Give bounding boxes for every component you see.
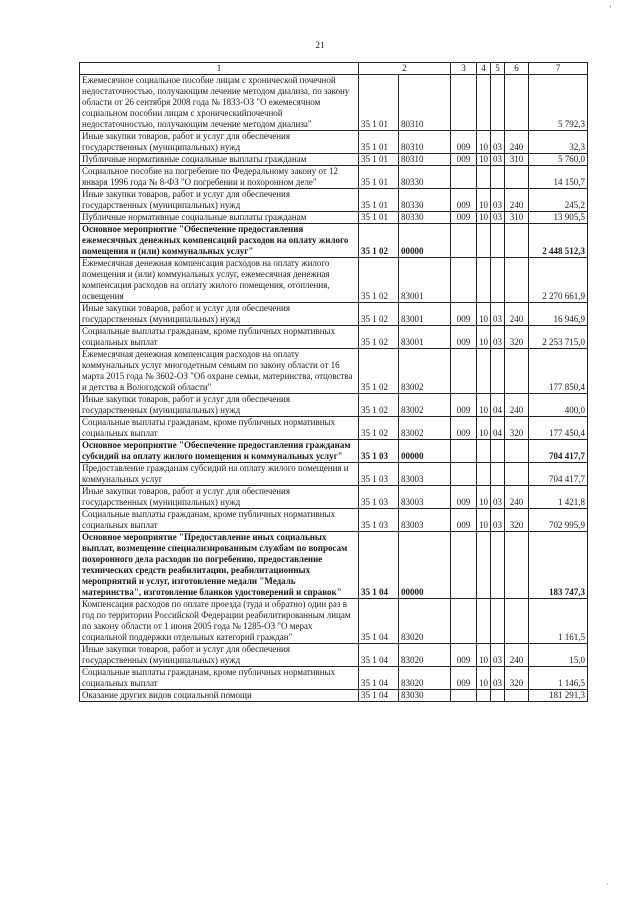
cell-amount: 5 792,3 [529, 75, 588, 131]
cell-amount: 2 253 715,0 [529, 326, 588, 349]
cell-sub: 83002 [399, 417, 451, 440]
cell-name: Основное мероприятие "Предоставление иных социальных выплат, возмещение специализированным службам по вопросам похоронного дела расходов по погребению, предоставление технических средств реабилитации, реабилитационных мероприятий и услуг, изготовление медали "Медаль материнства", изготовление бланков удостоверений и справок" [80, 532, 359, 599]
cell-c5: 03 [491, 326, 505, 349]
cell-amount: 1 146,5 [529, 667, 588, 690]
cell-c5 [491, 440, 505, 463]
cell-amount: 183 747,3 [529, 532, 588, 599]
cell-name: Ежемесячная денежная компенсация расходов на оплату коммунальных услуг многодетным семьям по закону области от 16 марта 2015 года № 3602-ОЗ "Об охране семьи, материнства, отцовства и детства в Вологодской области" [80, 349, 359, 394]
table-row [80, 189, 588, 212]
cell-sub: 80310 [399, 154, 451, 166]
scan-mark: ʼ [609, 4, 612, 13]
cell-c4: 10 [477, 667, 491, 690]
table-row [80, 690, 588, 702]
cell-code: 35 1 02 [359, 303, 399, 326]
header-cell: 7 [529, 63, 588, 75]
cell-sub: 83002 [399, 349, 451, 394]
cell-name: Компенсация расходов по оплате проезда (туда и обратно) один раз в год по территории Российской Федерации реабилитированным лицам по закону области от 1 июня 2005 года № 1285-ОЗ "О мерах социальной поддержки отдельных категорий граждан" [80, 599, 359, 644]
cell-amount: 13 905,5 [529, 212, 588, 224]
cell-c3 [451, 599, 477, 644]
cell-c4: 10 [477, 189, 491, 212]
cell-c6: 240 [505, 486, 529, 509]
cell-c3: 009 [451, 417, 477, 440]
cell-c4: 10 [477, 486, 491, 509]
cell-c3 [451, 463, 477, 486]
cell-amount: 704 417,7 [529, 463, 588, 486]
cell-c5: 03 [491, 131, 505, 154]
cell-c5 [491, 258, 505, 303]
cell-amount: 1 421,8 [529, 486, 588, 509]
table-row [80, 258, 588, 303]
table-row [80, 667, 588, 690]
cell-amount: 16 946,9 [529, 303, 588, 326]
cell-c3 [451, 532, 477, 599]
cell-sub: 80330 [399, 212, 451, 224]
header-cell: 2 [359, 63, 451, 75]
cell-c4: 10 [477, 417, 491, 440]
cell-c6: 240 [505, 644, 529, 667]
cell-name: Иные закупки товаров, работ и услуг для обеспечения государственных (муниципальных) нужд [80, 189, 359, 212]
cell-c5 [491, 349, 505, 394]
cell-c5: 03 [491, 667, 505, 690]
cell-code: 35 1 01 [359, 131, 399, 154]
cell-c6: 320 [505, 417, 529, 440]
cell-code: 35 1 02 [359, 394, 399, 417]
cell-c3: 009 [451, 644, 477, 667]
table-row [80, 75, 588, 131]
cell-c4: 10 [477, 394, 491, 417]
cell-name: Иные закупки товаров, работ и услуг для обеспечения государственных (муниципальных) нужд [80, 303, 359, 326]
cell-sub: 83020 [399, 644, 451, 667]
cell-c4 [477, 224, 491, 258]
cell-amount: 32,3 [529, 131, 588, 154]
cell-c6: 240 [505, 189, 529, 212]
cell-c4 [477, 349, 491, 394]
table-row [80, 509, 588, 532]
cell-amount: 15,0 [529, 644, 588, 667]
cell-name: Социальные выплаты гражданам, кроме публичных нормативных социальных выплат [80, 509, 359, 532]
cell-c3 [451, 224, 477, 258]
cell-c4: 10 [477, 303, 491, 326]
table-row [80, 303, 588, 326]
cell-c3 [451, 690, 477, 702]
cell-c6 [505, 75, 529, 131]
cell-c5: 03 [491, 303, 505, 326]
cell-code: 35 1 03 [359, 440, 399, 463]
cell-code: 35 1 03 [359, 509, 399, 532]
cell-c4 [477, 166, 491, 189]
cell-c5: 03 [491, 154, 505, 166]
table-row [80, 417, 588, 440]
cell-sub: 83001 [399, 326, 451, 349]
cell-c6 [505, 690, 529, 702]
cell-c6: 320 [505, 326, 529, 349]
cell-c5 [491, 463, 505, 486]
cell-sub: 83002 [399, 394, 451, 417]
cell-c5 [491, 224, 505, 258]
table-row [80, 326, 588, 349]
cell-c4: 10 [477, 509, 491, 532]
cell-c3: 009 [451, 189, 477, 212]
cell-amount: 2 448 512,3 [529, 224, 588, 258]
cell-c5 [491, 532, 505, 599]
cell-name: Публичные нормативные социальные выплаты гражданам [80, 154, 359, 166]
scan-mark: · [606, 880, 609, 889]
cell-code: 35 1 02 [359, 224, 399, 258]
cell-amount: 702 995,9 [529, 509, 588, 532]
table-row [80, 463, 588, 486]
cell-c3: 009 [451, 303, 477, 326]
cell-sub: 83001 [399, 303, 451, 326]
cell-code: 35 1 02 [359, 258, 399, 303]
header-cell: 1 [80, 63, 359, 75]
cell-amount: 1 161,5 [529, 599, 588, 644]
table-row [80, 394, 588, 417]
cell-c4 [477, 75, 491, 131]
cell-amount: 177 850,4 [529, 349, 588, 394]
cell-c3 [451, 166, 477, 189]
cell-amount: 14 150,7 [529, 166, 588, 189]
table-body [80, 75, 588, 702]
cell-c6 [505, 463, 529, 486]
cell-c5: 04 [491, 394, 505, 417]
cell-sub: 80330 [399, 189, 451, 212]
cell-name: Ежемесячная денежная компенсация расходов на оплату жилого помещения и (или) коммунальных услуг, ежемесячная денежная компенсация расходов на оплату жилого помещения, отопления, освещения [80, 258, 359, 303]
cell-sub: 83020 [399, 599, 451, 644]
cell-c5 [491, 599, 505, 644]
header-cell: 4 [477, 63, 491, 75]
cell-sub: 80310 [399, 75, 451, 131]
cell-c6 [505, 349, 529, 394]
cell-sub: 83030 [399, 690, 451, 702]
cell-c6 [505, 599, 529, 644]
cell-amount: 704 417,7 [529, 440, 588, 463]
cell-c5 [491, 690, 505, 702]
cell-c3 [451, 440, 477, 463]
cell-c4: 10 [477, 212, 491, 224]
cell-c4: 10 [477, 644, 491, 667]
cell-c6 [505, 166, 529, 189]
cell-code: 35 1 01 [359, 154, 399, 166]
cell-c4 [477, 258, 491, 303]
header-cell: 3 [451, 63, 477, 75]
cell-c6: 320 [505, 509, 529, 532]
cell-name: Социальные выплаты гражданам, кроме публичных нормативных социальных выплат [80, 417, 359, 440]
cell-amount: 181 291,3 [529, 690, 588, 702]
table-row-main-activity [80, 224, 588, 258]
cell-code: 35 1 04 [359, 532, 399, 599]
cell-c4 [477, 690, 491, 702]
cell-c3: 009 [451, 212, 477, 224]
cell-c6 [505, 440, 529, 463]
cell-sub: 80330 [399, 166, 451, 189]
cell-c6 [505, 224, 529, 258]
cell-code: 35 1 01 [359, 75, 399, 131]
table-row [80, 599, 588, 644]
cell-code: 35 1 02 [359, 349, 399, 394]
cell-code: 35 1 04 [359, 644, 399, 667]
cell-code: 35 1 01 [359, 166, 399, 189]
cell-sub: 80310 [399, 131, 451, 154]
cell-name: Предоставление гражданам субсидий на оплату жилого помещения и коммунальных услуг [80, 463, 359, 486]
cell-name: Оказание других видов социальной помощи [80, 690, 359, 702]
table-row [80, 212, 588, 224]
cell-sub: 00000 [399, 532, 451, 599]
cell-name: Основное мероприятие "Обеспечение предоставления гражданам субсидий на оплату жилого помещения и коммунальных услуг" [80, 440, 359, 463]
cell-c6 [505, 532, 529, 599]
budget-table [79, 62, 588, 702]
table-row [80, 166, 588, 189]
header-cell: 5 [491, 63, 505, 75]
page-number: 21 [315, 40, 325, 50]
header-cell: 6 [505, 63, 529, 75]
cell-c4 [477, 599, 491, 644]
header-row [80, 63, 588, 75]
cell-c5: 03 [491, 189, 505, 212]
cell-c4 [477, 463, 491, 486]
cell-sub: 00000 [399, 224, 451, 258]
cell-c6: 240 [505, 303, 529, 326]
cell-sub: 00000 [399, 440, 451, 463]
cell-code: 35 1 04 [359, 690, 399, 702]
cell-code: 35 1 02 [359, 417, 399, 440]
cell-name: Иные закупки товаров, работ и услуг для обеспечения государственных (муниципальных) нужд [80, 644, 359, 667]
cell-code: 35 1 01 [359, 212, 399, 224]
cell-amount: 5 760,0 [529, 154, 588, 166]
cell-c6: 240 [505, 131, 529, 154]
table-row [80, 154, 588, 166]
cell-c5 [491, 75, 505, 131]
cell-amount: 177 450,4 [529, 417, 588, 440]
cell-name: Ежемесячное социальное пособие лицам с хронической почечной недостаточностью, получающим лечение методом диализа, по закону области от 26 сентября 2008 года № 1833-ОЗ "О ежемесячном социальном пособии лицам с хроническийпочечной недостаточностью, получающим лечение методом диализа" [80, 75, 359, 131]
cell-name: Основное мероприятие "Обеспечение предоставления ежемесячных денежных компенсаций расходов на оплату жилого помещения и (или) коммунальных услуг" [80, 224, 359, 258]
cell-c5: 03 [491, 486, 505, 509]
cell-name: Иные закупки товаров, работ и услуг для обеспечения государственных (муниципальных) нужд [80, 394, 359, 417]
cell-c6: 310 [505, 212, 529, 224]
cell-sub: 83003 [399, 509, 451, 532]
cell-c6: 240 [505, 394, 529, 417]
cell-name: Социальные выплаты гражданам, кроме публичных нормативных социальных выплат [80, 326, 359, 349]
table-row [80, 486, 588, 509]
cell-sub: 83003 [399, 486, 451, 509]
cell-c4: 10 [477, 154, 491, 166]
cell-code: 35 1 03 [359, 463, 399, 486]
cell-sub: 83003 [399, 463, 451, 486]
cell-code: 35 1 04 [359, 667, 399, 690]
cell-c4: 10 [477, 131, 491, 154]
cell-name: Иные закупки товаров, работ и услуг для обеспечения государственных (муниципальных) нужд [80, 486, 359, 509]
cell-c6 [505, 258, 529, 303]
cell-c3 [451, 258, 477, 303]
cell-code: 35 1 04 [359, 599, 399, 644]
cell-c3: 009 [451, 394, 477, 417]
cell-amount: 400,0 [529, 394, 588, 417]
cell-c3: 009 [451, 154, 477, 166]
cell-c3: 009 [451, 326, 477, 349]
cell-c5: 03 [491, 509, 505, 532]
cell-c3 [451, 75, 477, 131]
cell-sub: 83001 [399, 258, 451, 303]
cell-c5: 03 [491, 644, 505, 667]
table-row [80, 349, 588, 394]
cell-c4 [477, 440, 491, 463]
cell-c4 [477, 532, 491, 599]
cell-c3 [451, 349, 477, 394]
cell-c3: 009 [451, 667, 477, 690]
cell-amount: 2 270 661,9 [529, 258, 588, 303]
cell-name: Иные закупки товаров, работ и услуг для обеспечения государственных (муниципальных) нужд [80, 131, 359, 154]
cell-c6: 310 [505, 154, 529, 166]
cell-code: 35 1 03 [359, 486, 399, 509]
table-row-main-activity [80, 440, 588, 463]
cell-c4: 10 [477, 326, 491, 349]
cell-c5: 04 [491, 417, 505, 440]
table-row [80, 644, 588, 667]
cell-sub: 83020 [399, 667, 451, 690]
table-row [80, 131, 588, 154]
cell-c5: 03 [491, 212, 505, 224]
cell-code: 35 1 02 [359, 326, 399, 349]
cell-c6: 320 [505, 667, 529, 690]
cell-code: 35 1 01 [359, 189, 399, 212]
cell-c3: 009 [451, 509, 477, 532]
cell-name: Публичные нормативные социальные выплаты гражданам [80, 212, 359, 224]
cell-name: Социальные выплаты гражданам, кроме публичных нормативных социальных выплат [80, 667, 359, 690]
cell-c5 [491, 166, 505, 189]
cell-amount: 245,2 [529, 189, 588, 212]
cell-c3: 009 [451, 486, 477, 509]
table-row-main-activity [80, 532, 588, 599]
cell-c3: 009 [451, 131, 477, 154]
cell-name: Социальное пособие на погребение по Федеральному закону от 12 января 1996 года № 8-ФЗ "О погребении и похоронном деле" [80, 166, 359, 189]
